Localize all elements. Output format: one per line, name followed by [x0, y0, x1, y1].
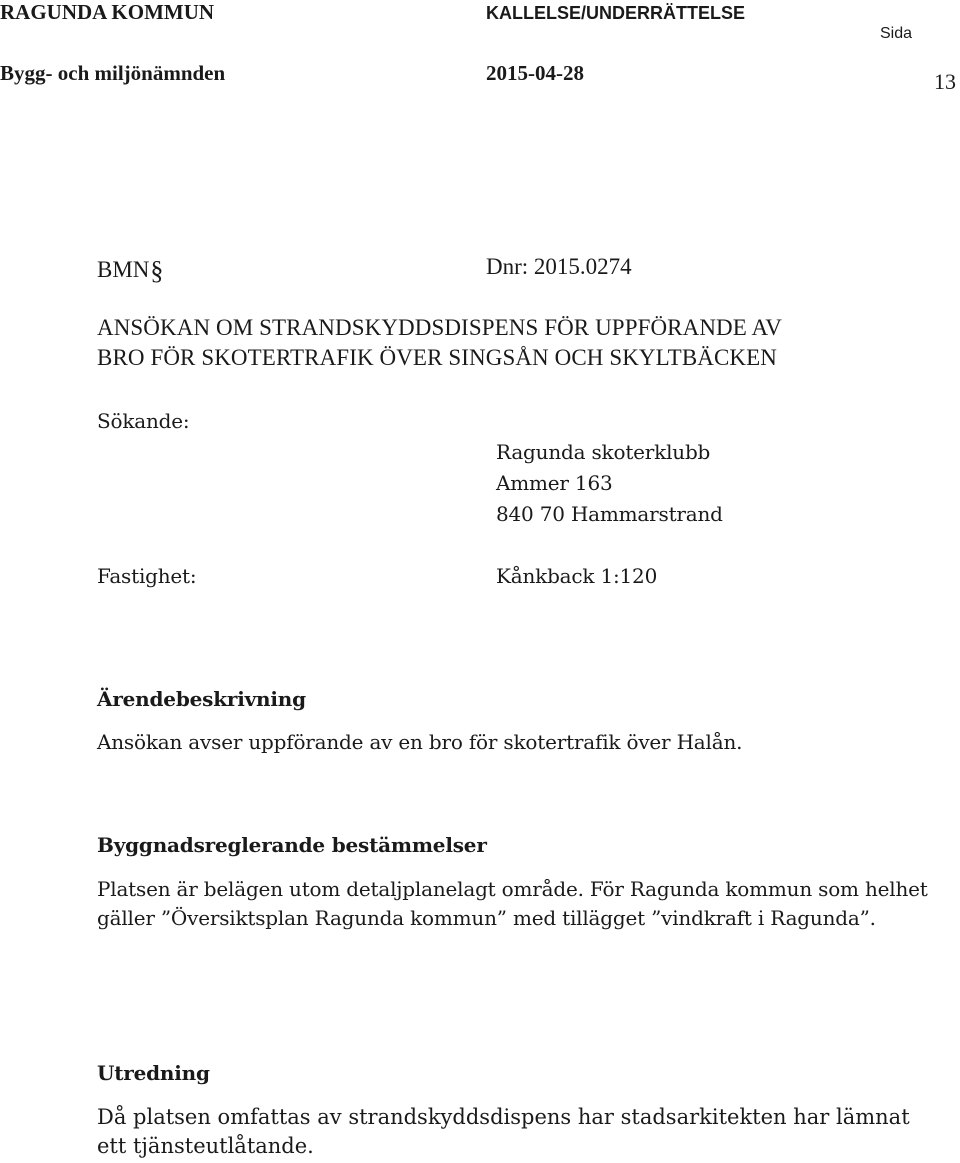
municipality-name: RAGUNDA KOMMUN: [0, 0, 215, 24]
description-heading: Ärendebeskrivning: [97, 687, 306, 711]
case-title-line-1: ANSÖKAN OM STRANDSKYDDSDISPENS FÖR UPPFÖRANDE AV: [97, 315, 782, 340]
applicant-postal: 840 70 Hammarstrand: [496, 502, 723, 526]
applicant-label: Sökande:: [97, 409, 190, 433]
meeting-date: 2015-04-28: [486, 61, 584, 85]
board-name: Bygg- och miljönämnden: [0, 61, 226, 85]
description-text: Ansökan avser uppförande av en bro för skotertrafik över Halån.: [97, 730, 743, 754]
page-label: Sida: [880, 25, 913, 42]
page-number: 13: [934, 69, 956, 94]
property-label: Fastighet:: [97, 564, 197, 588]
applicant-name: Ragunda skoterklubb: [496, 440, 711, 464]
property-value: Kånkback 1:120: [496, 564, 658, 588]
document-type: KALLELSE/UNDERRÄTTELSE: [486, 3, 746, 23]
regulations-text: Platsen är belägen utom detaljplanelagt område. För Ragunda kommun som helhet gäller ”Översiktsplan Ragunda kommun” med tillägget ”vindkraft i Ragunda”.: [97, 877, 928, 930]
section-sign: §: [150, 256, 164, 285]
board-code: BMN: [97, 257, 150, 282]
investigation-heading: Utredning: [97, 1061, 210, 1085]
case-title-line-2: BRO FÖR SKOTERTRAFIK ÖVER SINGSÅN OCH SKYLTBÄCKEN: [97, 345, 777, 370]
applicant-address: Ammer 163: [496, 471, 613, 495]
reference-line: [97, 254, 163, 284]
case-number: Dnr: 2015.0274: [486, 254, 632, 279]
regulations-heading: Byggnadsreglerande bestämmelser: [97, 833, 487, 857]
investigation-text: Då platsen omfattas av strandskyddsdispens har stadsarkitekten har lämnat ett tjänsteutlåtande.: [97, 1105, 910, 1158]
